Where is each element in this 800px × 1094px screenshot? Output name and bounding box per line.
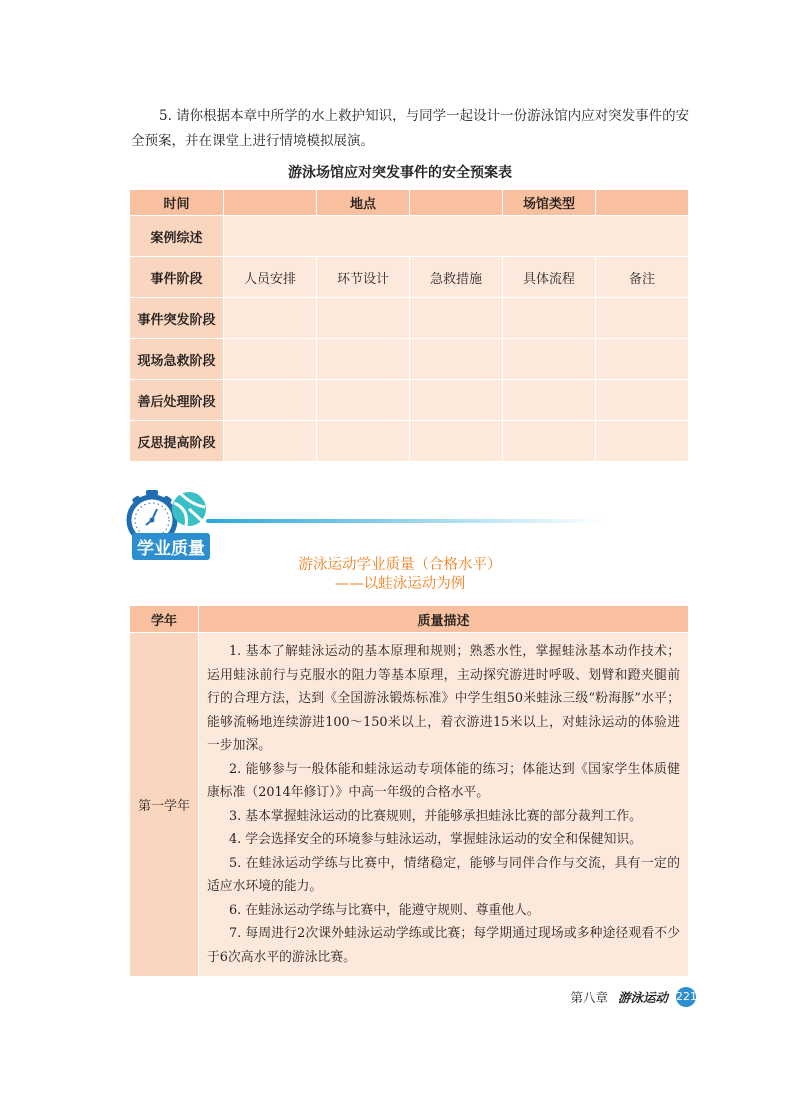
case-label: 案例综述 [130, 216, 224, 257]
quality-header-desc: 质量描述 [199, 606, 689, 633]
header-location-value [410, 190, 503, 216]
quality-item: 2. 能够参与一般体能和蛙泳运动专项体能的练习；体能达到《国家学生体质健康标准（2014年修订）》中高一年级的合格水平。 [207, 761, 680, 800]
header-venue-type-value [596, 190, 689, 216]
header-venue-type: 场馆类型 [503, 190, 596, 216]
quality-item: 1. 基本了解蛙泳运动的基本原理和规则；熟悉水性，掌握蛙泳基本动作技术；运用蛙泳前行与克服水的阻力等基本原理，主动探究游进时呼吸、划臂和蹬夹腿前行的合理方法，达到《全国游泳锻炼标准》中学生组50米蛙泳三级“粉海豚”水平；能够流畅地连续游进100～150米以上，着衣游进15米以上，对蛙泳运动的体验进一步加深。 [207, 644, 680, 753]
footer-chapter: 第八章 [570, 990, 608, 1005]
exercise-5 [131, 104, 691, 154]
stage-row-label: 反思提高阶段 [130, 421, 224, 462]
col-first-aid: 急救措施 [410, 257, 503, 298]
quality-title: 游泳运动学业质量（合格水平） [298, 557, 502, 573]
col-staffing: 人员安排 [224, 257, 317, 298]
quality-header-year: 学年 [130, 606, 199, 633]
quality-item: 7. 每周进行2次课外蛙泳运动学练或比赛；每学期通过现场或多种途径观看不少于6次高水平的游泳比赛。 [207, 926, 680, 965]
footer-topic: 游泳运动 [617, 990, 668, 1005]
quality-item: 4. 学会选择安全的环境参与蛙泳运动，掌握蛙泳运动的安全和保健知识。 [229, 832, 642, 847]
section-divider [206, 519, 606, 523]
case-summary-cell [224, 216, 689, 257]
col-design: 环节设计 [317, 257, 410, 298]
col-procedure: 具体流程 [503, 257, 596, 298]
exercise-text: 5. 请你根据本章中所学的水上救护知识，与同学一起设计一份游泳馆内应对突发事件的安全预案，并在课堂上进行情境模拟展演。 [131, 108, 690, 149]
quality-item: 3. 基本掌握蛙泳运动的比赛规则，并能够承担蛙泳比赛的部分裁判工作。 [229, 808, 642, 824]
page-footer [570, 987, 696, 1007]
header-time-value [224, 190, 317, 216]
stage-row-label: 现场急救阶段 [130, 339, 224, 380]
quality-year: 第一学年 [130, 633, 199, 977]
quality-description [199, 633, 689, 977]
quality-item: 6. 在蛙泳运动学练与比赛中，能遵守规则、尊重他人。 [229, 902, 540, 918]
stage-label: 事件阶段 [130, 257, 224, 298]
col-notes: 备注 [596, 257, 689, 298]
plan-table-title: 游泳场馆应对突发事件的安全预案表 [288, 165, 512, 181]
section-badge: 学业质量 [132, 533, 210, 560]
page-number: 221 [676, 987, 696, 1007]
quality-subtitle: ——以蛙泳运动为例 [334, 576, 466, 592]
stage-row-label: 善后处理阶段 [130, 380, 224, 421]
header-location: 地点 [317, 190, 410, 216]
quality-table [129, 605, 689, 977]
stage-row-label: 事件突发阶段 [130, 298, 224, 339]
safety-plan-table [129, 189, 689, 462]
quality-item: 5. 在蛙泳运动学练与比赛中，情绪稳定，能够与同伴合作与交流，具有一定的适应水环境的能力。 [207, 855, 680, 894]
header-time: 时间 [130, 190, 224, 216]
